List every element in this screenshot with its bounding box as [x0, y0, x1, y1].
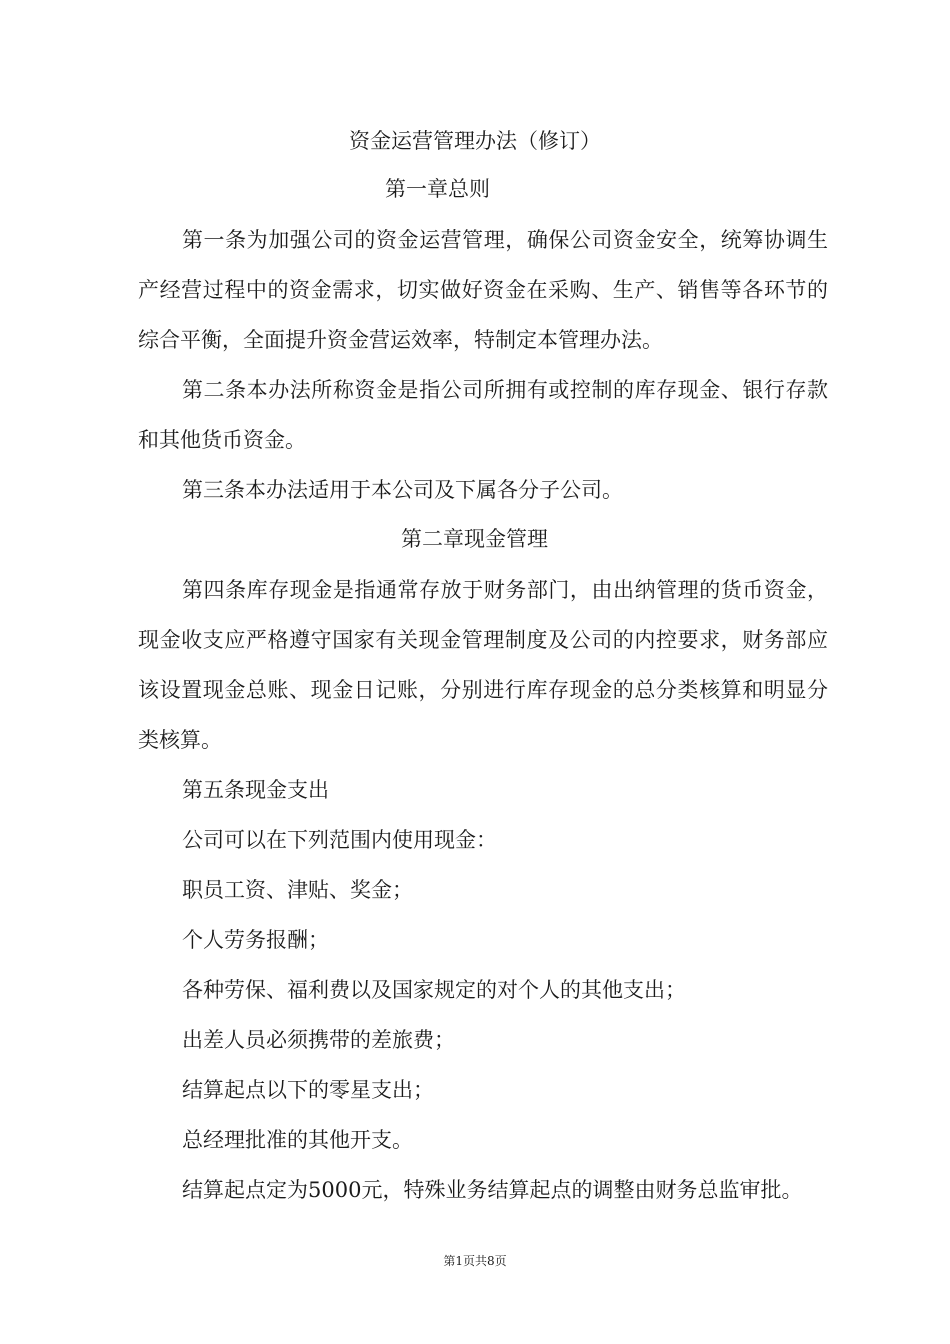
cash-use-intro: 公司可以在下列范围内使用现金：	[182, 828, 497, 852]
article-5-heading: 第五条现金支出	[182, 778, 329, 802]
cash-use-item: 各种劳保、福利费以及国家规定的对个人的其他支出；	[182, 978, 686, 1002]
cash-use-item: 总经理批准的其他开支。	[182, 1128, 413, 1152]
chapter-heading-cash-management: 第二章现金管理	[401, 527, 548, 551]
cash-use-item: 职员工资、津贴、奖金；	[182, 878, 413, 902]
article-4: 第四条库存现金是指通常存放于财务部门，由出纳管理的货币资金，现金收支应严格遵守国家有关现金管理制度及公司的内控要求，财务部应该设置现金总账、现金日记账，分别进行库存现金的总分类核算和明显分类核算。	[138, 578, 828, 752]
cash-use-item: 出差人员必须携带的差旅费；	[182, 1028, 455, 1052]
page-number-footer: 第1页共8页	[443, 1254, 507, 1268]
settlement-threshold-note: 结算起点定为5000元，特殊业务结算起点的调整由财务总监审批。	[182, 1178, 803, 1202]
cash-use-item: 个人劳务报酬；	[182, 928, 329, 952]
article-1: 第一条为加强公司的资金运营管理，确保公司资金安全，统筹协调生产经营过程中的资金需求，切实做好资金在采购、生产、销售等各环节的综合平衡，全面提升资金营运效率，特制定本管理办法。	[138, 228, 828, 352]
cash-use-item: 结算起点以下的零星支出；	[182, 1078, 434, 1102]
chapter-heading-general: 第一章总则	[385, 177, 490, 201]
document-title: 资金运营管理办法（修订）	[349, 129, 601, 153]
article-2: 第二条本办法所称资金是指公司所拥有或控制的库存现金、银行存款和其他货币资金。	[138, 378, 828, 452]
article-3: 第三条本办法适用于本公司及下属各分子公司。	[182, 478, 623, 502]
